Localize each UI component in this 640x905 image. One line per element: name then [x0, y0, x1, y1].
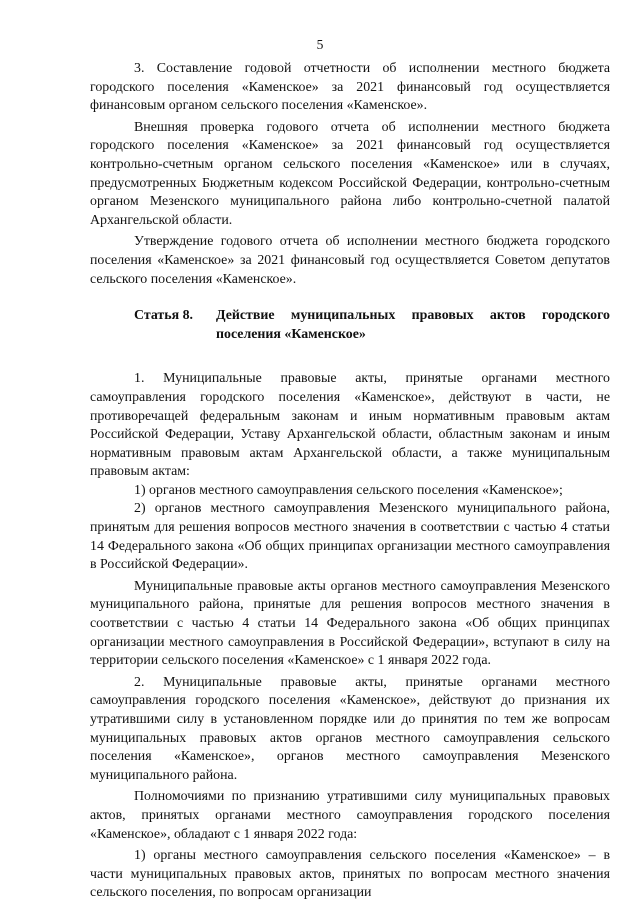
paragraph: 2. Муниципальные правовые акты, принятые органами местного самоуправления городского поселения «Каменское», действуют до признания их утратившими силу в установленном порядке или до принятия по тем же вопросам муниципальных правовых актов органов местного самоуправления сельского поселения «Каменское», органов местного самоуправления Мезенского муниципального района. — [90, 674, 610, 783]
paragraph: Муниципальные правовые акты органов местного самоуправления Мезенского муниципального района, принятые для решения вопросов местного значения в соответствии с частью 4 статьи 14 Федерального закона «Об общих принципах организации местного самоуправления в Российской Федерации», вступают в силу на территории сельского поселения «Каменское» с 1 января 2022 года. — [90, 578, 610, 669]
list-item: 1) органов местного самоуправления сельского поселения «Каменское»; — [134, 482, 563, 498]
article-title: Действие муниципальных правовых актов городского поселения «Каменское» — [216, 308, 610, 342]
paragraph: Утверждение годового отчета об исполнении местного бюджета городского поселения «Каменское» за 2021 финансовый год осуществляется Советом депутатов сельского поселения «Каменское». — [90, 234, 610, 287]
page-number: 5 — [316, 37, 324, 52]
paragraph: Внешняя проверка годового отчета об исполнении местного бюджета городского поселения «Каменское» за 2021 финансовый год осуществляется контрольно-счетным органом сельского поселения «Каменское» или в случаях, предусмотренных Бюджетным кодексом Российской Федерации, контрольно-счетным органом Мезенского муниципального района либо контрольно-счетной палатой Архангельской области. — [90, 119, 610, 228]
paragraph: 1. Муниципальные правовые акты, принятые органами местного самоуправления городского поселения «Каменское», действуют в части, не противоречащей федеральным законам и иным нормативным правовым актам Российской Федерации, Уставу Архангельской области, областным законам и иным нормативным правовым актам Архангельской области, а также муниципальным правовым актам: — [90, 371, 610, 480]
paragraph: Полномочиями по признанию утратившими силу муниципальных правовых актов, принятых органами местного самоуправления городского поселения «Каменское», обладают с 1 января 2022 года: — [90, 789, 610, 842]
article-heading — [90, 307, 610, 344]
document-body — [90, 60, 610, 903]
paragraph: 3. Составление годовой отчетности об исполнении местного бюджета городского поселения «Каменское» за 2021 финансовый год осуществляется финансовым органом сельского поселения «Каменское». — [90, 61, 610, 114]
list-item: 2) органов местного самоуправления Мезенского муниципального района, принятым для решения вопросов местного значения в соответствии с частью 4 статьи 14 Федерального закона «Об общих принципах организации местного самоуправления в Российской Федерации». — [90, 501, 610, 573]
article-number: Статья 8. — [134, 308, 194, 324]
list-item: 1) органы местного самоуправления сельского поселения «Каменское» – в части муниципальных правовых актов, принятых по вопросам местного значения сельского поселения, по вопросам организации — [90, 848, 610, 901]
